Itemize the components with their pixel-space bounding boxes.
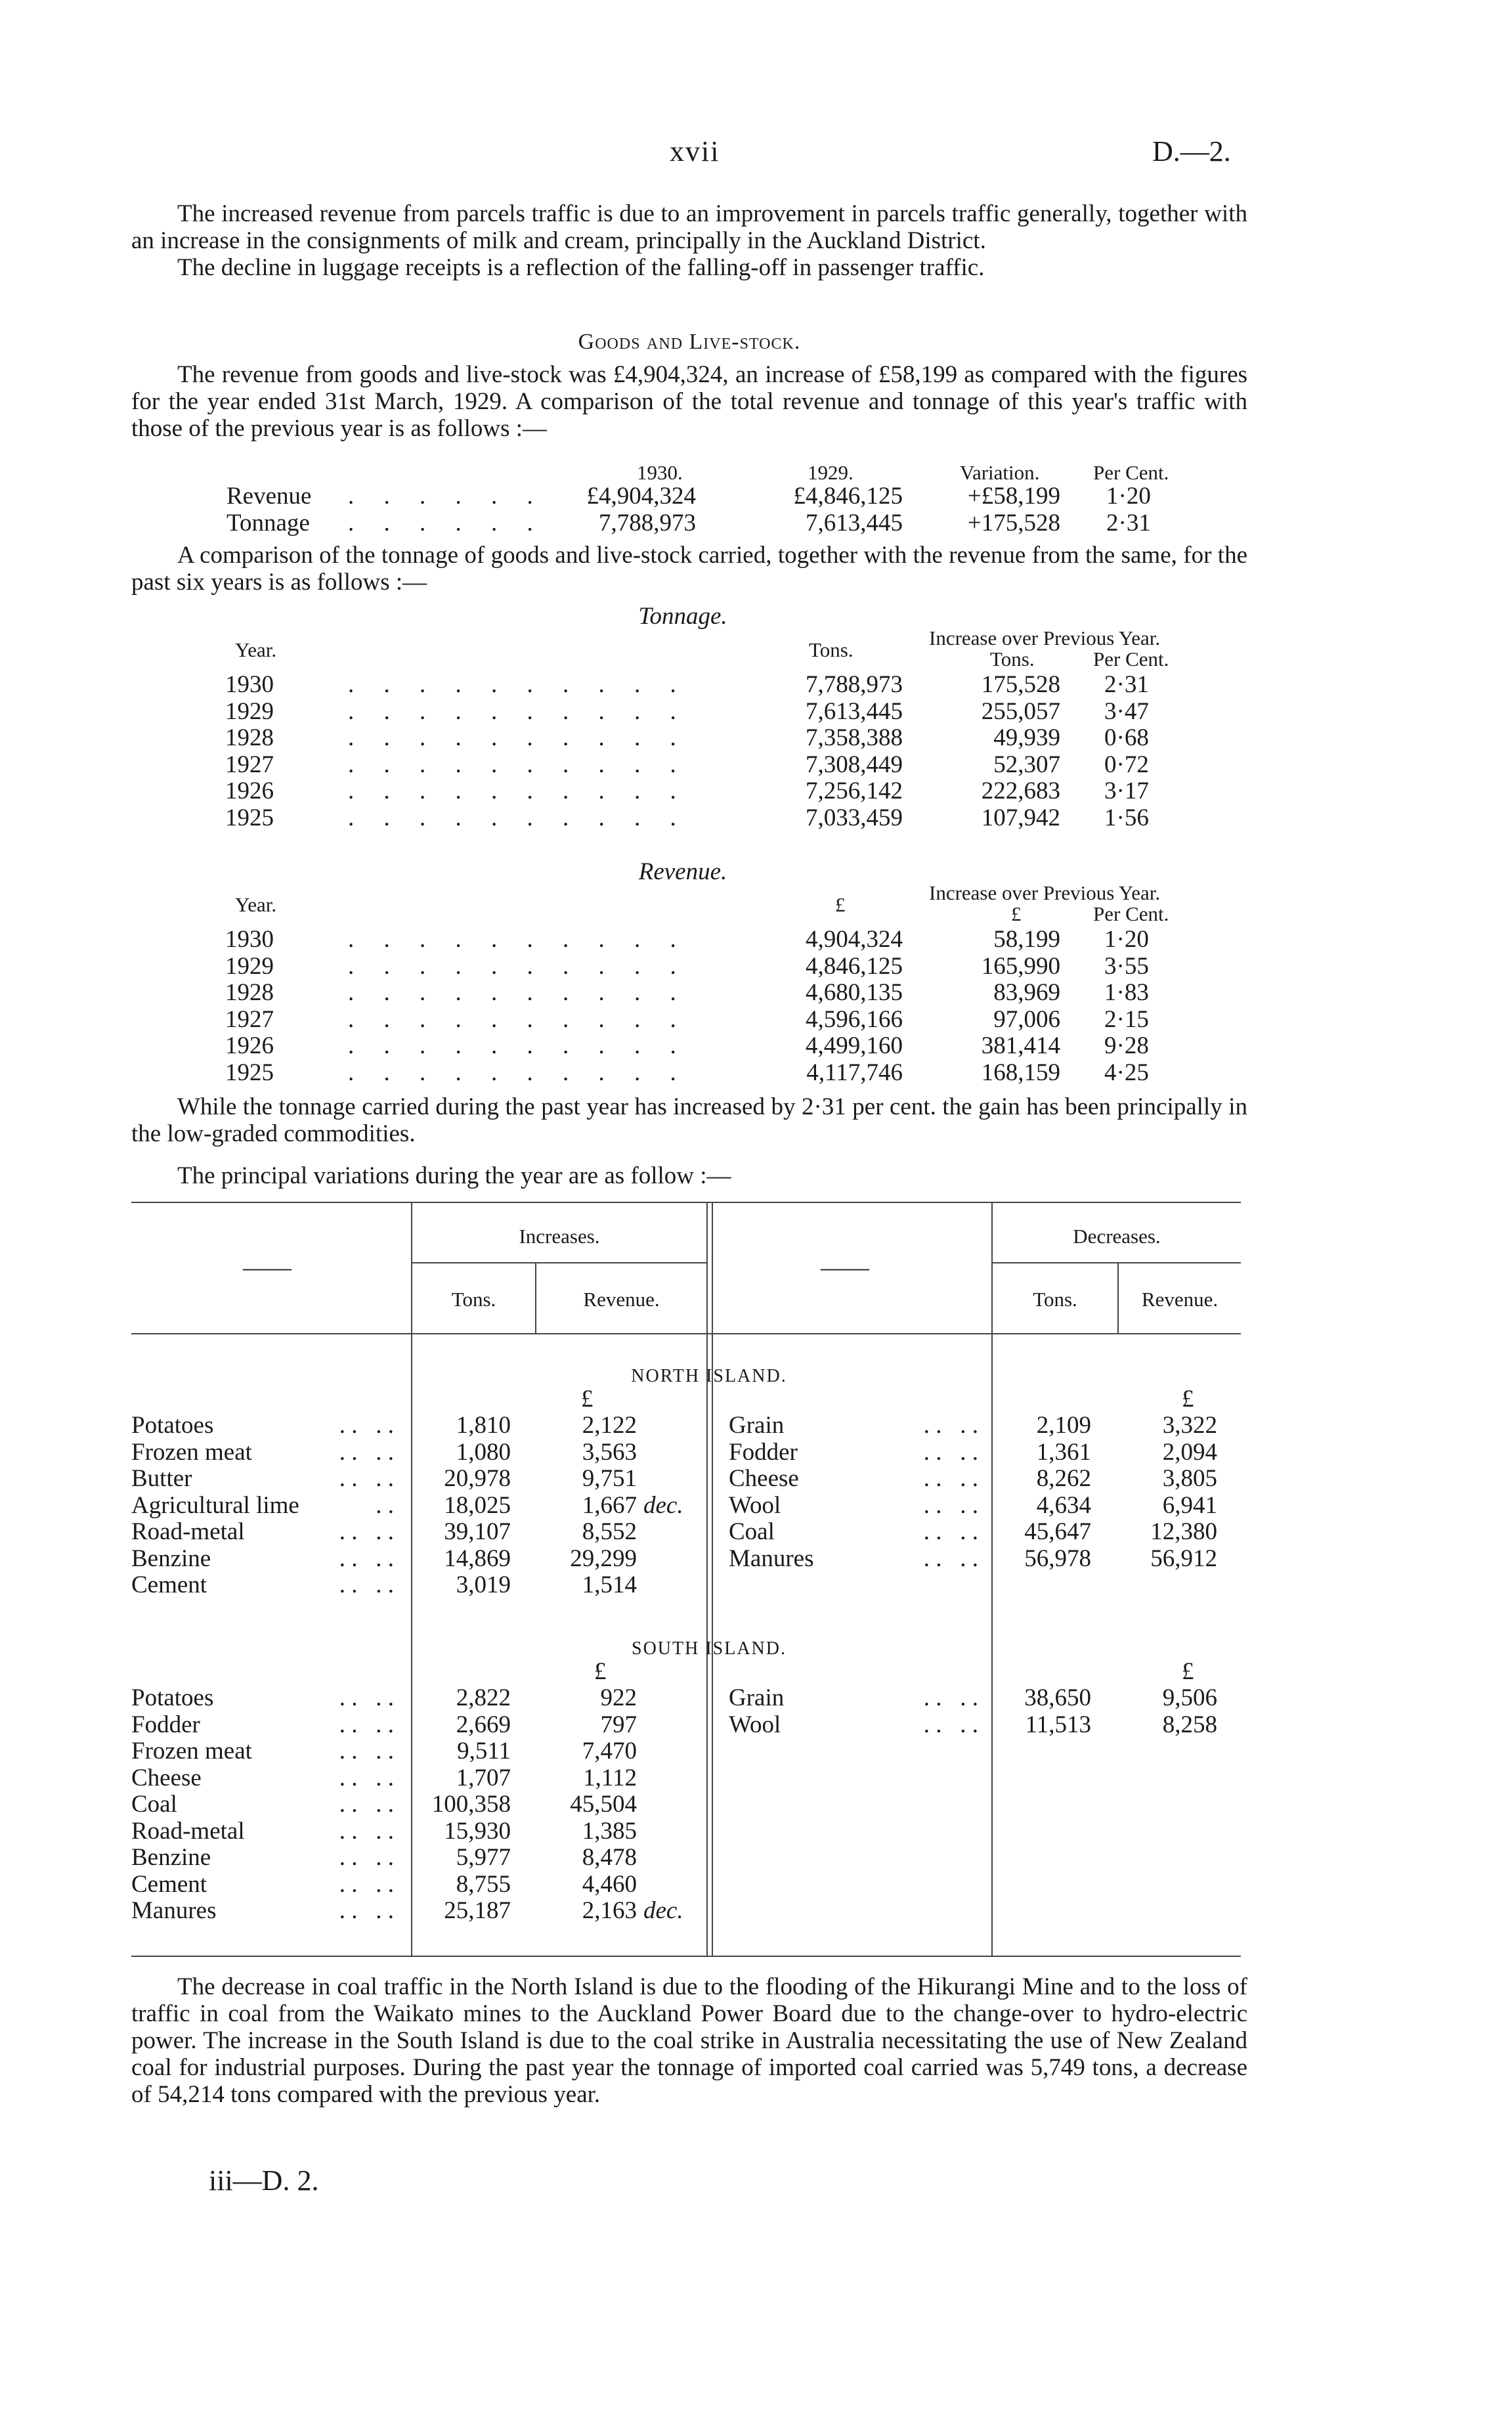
revenue-increase: 97,006	[993, 1005, 1060, 1033]
north-decrease-dots: . . . .	[923, 1438, 978, 1466]
page-number: xvii	[670, 135, 720, 167]
north-increase-tons: 20,978	[444, 1465, 511, 1492]
north-increase-dots: . . . .	[339, 1438, 394, 1466]
south-decrease-tons: 38,650	[1024, 1684, 1091, 1711]
north-decrease-pound: £	[1182, 1386, 1194, 1413]
comparison-dots: . . . . . .	[348, 510, 545, 537]
north-increase-tons: 3,019	[456, 1571, 511, 1598]
variations-intro: The principal variations during the year are as follow :—	[177, 1162, 731, 1189]
north-increase-revenue: 3,563	[582, 1438, 637, 1466]
south-decrease-revenue: 8,258	[1162, 1711, 1217, 1738]
south-decrease-tons: 11,513	[1025, 1711, 1091, 1738]
tonnage-dots: . . . . . . . . . .	[348, 697, 688, 725]
north-decrease-tons: 8,262	[1036, 1465, 1091, 1492]
south-increase-name: Coal	[131, 1791, 177, 1818]
north-increase-tons: 1,080	[456, 1438, 511, 1466]
tonnage-increase: 52,307	[993, 751, 1060, 778]
south-increase-dots: . . . .	[339, 1684, 394, 1711]
south-increase-revenue: 8,478	[582, 1844, 637, 1871]
north-increase-tons: 14,869	[444, 1545, 511, 1572]
comparison-1930: £4,904,324	[586, 483, 696, 510]
north-increase-name: Frozen meat	[131, 1438, 252, 1466]
increases-header: Increases.	[519, 1225, 600, 1248]
tonnage-percent: 3·17	[1104, 778, 1149, 804]
revenue-year: 1925	[225, 1059, 274, 1086]
increases-revenue-header: Revenue.	[583, 1288, 660, 1311]
north-increase-revenue: 29,299	[570, 1545, 637, 1572]
north-increase-revenue: 2,122	[582, 1412, 637, 1439]
revenue-increase: 168,159	[981, 1059, 1060, 1086]
tonnage-increase: 49,939	[993, 724, 1060, 751]
north-increase-name: Benzine	[131, 1545, 211, 1572]
south-increase-note: dec.	[643, 1897, 683, 1924]
south-increase-dots: . . . .	[339, 1844, 394, 1871]
south-increase-tons: 100,358	[431, 1791, 511, 1818]
north-decrease-dots: . . . .	[923, 1465, 978, 1492]
south-increase-pound: £	[594, 1658, 607, 1685]
comparison-label: Tonnage	[227, 510, 310, 537]
south-decrease-name: Grain	[729, 1684, 785, 1711]
south-increase-name: Road-metal	[131, 1817, 245, 1845]
tonnage-increase-header: Increase over Previous Year.	[929, 626, 1161, 649]
variations-vline-3	[991, 1202, 993, 1956]
comparison-1929: 7,613,445	[806, 510, 903, 537]
intro-paragraph: The increased revenue from parcels traffic is due to an improvement in parcels traffic generally, together with an increase in the consignments of milk and cream, principally in the Auckland District.	[131, 200, 1247, 254]
revenue-increase-header: Increase over Previous Year.	[929, 881, 1161, 904]
south-decrease-revenue: 9,506	[1162, 1684, 1217, 1711]
north-decrease-dots: . . . .	[923, 1412, 978, 1439]
north-increase-dots: . . . .	[339, 1465, 394, 1492]
south-decrease-dots: . . . .	[923, 1711, 978, 1738]
revenue-value-header: £	[835, 893, 846, 916]
revenue-dots: . . . . . . . . . .	[348, 979, 688, 1006]
south-increase-revenue: 2,163	[582, 1897, 637, 1924]
south-increase-name: Benzine	[131, 1844, 211, 1871]
tonnage-dots: . . . . . . . . . .	[348, 724, 688, 751]
revenue-percent: 2·15	[1104, 1005, 1149, 1033]
tonnage-year: 1930	[225, 671, 274, 698]
tonnage-value: 7,256,142	[806, 778, 903, 804]
comparison-header-percent: Per Cent.	[1093, 461, 1169, 484]
revenue-percent: 3·55	[1104, 952, 1149, 980]
revenue-dots: . . . . . . . . . .	[348, 1032, 688, 1059]
north-increase-dots: . . . .	[339, 1518, 394, 1545]
decreases-revenue-header: Revenue.	[1141, 1288, 1219, 1311]
tonnage-increase: 107,942	[981, 804, 1060, 831]
north-decrease-dots: . . . .	[923, 1545, 978, 1572]
north-increase-note: dec.	[643, 1491, 683, 1519]
south-increase-revenue: 922	[600, 1684, 637, 1711]
comparison-percent: 2·31	[1106, 510, 1151, 537]
north-increase-dots: . . . .	[339, 1412, 394, 1439]
tonnage-year: 1929	[225, 697, 274, 725]
tonnage-title: Tonnage.	[638, 603, 727, 630]
south-increase-revenue: 4,460	[582, 1870, 637, 1898]
comparison-header-1930: 1930.	[637, 461, 683, 484]
revenue-sub-percent: Per Cent.	[1093, 902, 1169, 925]
south-increase-dots: . . . .	[339, 1791, 394, 1818]
south-increase-name: Cement	[131, 1870, 207, 1898]
tonnage-percent: 1·56	[1104, 804, 1149, 831]
north-decrease-tons: 4,634	[1036, 1491, 1091, 1519]
tonnage-dots: . . . . . . . . . .	[348, 778, 688, 804]
south-increase-dots: . . . .	[339, 1897, 394, 1924]
revenue-value: 4,846,125	[806, 952, 903, 980]
tonnage-increase: 255,057	[981, 697, 1060, 725]
north-increase-name: Potatoes	[131, 1412, 214, 1439]
south-increase-name: Frozen meat	[131, 1738, 252, 1765]
north-decrease-revenue: 6,941	[1162, 1491, 1217, 1519]
goods-paragraph: The revenue from goods and live-stock was £4,904,324, an increase of £58,199 as compared with the figures for the year ended 31st March, 1929. A comparison of the total revenue and tonnage of this year's traffic with those of the previous year is as follows :—	[131, 361, 1247, 442]
revenue-percent: 4·25	[1104, 1059, 1149, 1086]
tonnage-sub-amount: Tons.	[990, 647, 1035, 670]
goods-heading: Goods and Live-stock.	[578, 330, 801, 354]
comparison-variation: +175,528	[967, 510, 1060, 537]
revenue-year: 1928	[225, 979, 274, 1006]
tonnage-percent: 0·68	[1104, 724, 1149, 751]
south-increase-name: Cheese	[131, 1764, 202, 1791]
south-increase-revenue: 7,470	[582, 1738, 637, 1765]
decreases-dash: ——	[821, 1254, 869, 1281]
revenue-value: 4,499,160	[806, 1032, 903, 1059]
south-increase-tons: 8,755	[456, 1870, 511, 1898]
north-island-heading: NORTH ISLAND.	[631, 1366, 787, 1386]
tonnage-increase: 222,683	[981, 778, 1060, 804]
south-decrease-pound: £	[1182, 1658, 1194, 1685]
north-decrease-tons: 2,109	[1036, 1412, 1091, 1439]
north-increase-name: Butter	[131, 1465, 192, 1492]
north-decrease-revenue: 2,094	[1162, 1438, 1217, 1466]
revenue-increase: 381,414	[981, 1032, 1060, 1059]
variations-header-rule	[412, 1262, 706, 1263]
document-reference: D.—2.	[1152, 135, 1231, 167]
south-increase-revenue: 45,504	[570, 1791, 637, 1818]
tonnage-percent: 3·47	[1104, 697, 1149, 725]
revenue-value: 4,117,746	[806, 1059, 903, 1086]
north-decrease-name: Wool	[729, 1491, 781, 1519]
tonnage-value: 7,308,449	[806, 751, 903, 778]
tonnage-sub-percent: Per Cent.	[1093, 647, 1169, 670]
north-increase-revenue: 1,514	[582, 1571, 637, 1598]
revenue-year: 1927	[225, 1005, 274, 1033]
north-decrease-tons: 45,647	[1024, 1518, 1091, 1545]
comparison-1929: £4,846,125	[793, 483, 903, 510]
south-increase-dots: . . . .	[339, 1711, 394, 1738]
decreases-tons-header: Tons.	[1033, 1288, 1077, 1311]
revenue-increase: 83,969	[993, 979, 1060, 1006]
south-decrease-dots: . . . .	[923, 1684, 978, 1711]
tonnage-percent: 2·31	[1104, 671, 1149, 698]
variations-header-rule-right	[991, 1262, 1241, 1263]
tonnage-value: 7,358,388	[806, 724, 903, 751]
revenue-dots: . . . . . . . . . .	[348, 952, 688, 980]
south-increase-dots: . . . .	[339, 1764, 394, 1791]
north-decrease-revenue: 3,322	[1162, 1412, 1217, 1439]
south-increase-tons: 1,707	[456, 1764, 511, 1791]
north-decrease-revenue: 3,805	[1162, 1465, 1217, 1492]
north-decrease-dots: . . . .	[923, 1491, 978, 1519]
south-increase-tons: 25,187	[444, 1897, 511, 1924]
north-increase-revenue: 9,751	[582, 1465, 637, 1492]
north-decrease-revenue: 12,380	[1150, 1518, 1217, 1545]
revenue-sub-amount: £	[1011, 902, 1022, 925]
south-increase-tons: 9,511	[457, 1738, 511, 1765]
revenue-year: 1929	[225, 952, 274, 980]
gain-paragraph: While the tonnage carried during the past year has increased by 2·31 per cent. the gain has been principally in the low-graded commodities.	[131, 1093, 1247, 1147]
north-decrease-name: Grain	[729, 1412, 785, 1439]
revenue-percent: 9·28	[1104, 1032, 1149, 1059]
revenue-value: 4,596,166	[806, 1005, 903, 1033]
tonnage-year: 1928	[225, 724, 274, 751]
variations-subheader-rule	[131, 1333, 1241, 1334]
north-decrease-revenue: 56,912	[1150, 1545, 1217, 1572]
north-decrease-tons: 56,978	[1024, 1545, 1091, 1572]
north-decrease-name: Manures	[729, 1545, 814, 1572]
south-increase-dots: . . . .	[339, 1870, 394, 1898]
south-decrease-name: Wool	[729, 1711, 781, 1738]
luggage-paragraph: The decline in luggage receipts is a reflection of the falling-off in passenger traffic.	[177, 254, 985, 281]
south-increase-tons: 15,930	[444, 1817, 511, 1845]
north-decrease-name: Coal	[729, 1518, 775, 1545]
sixyear-paragraph: A comparison of the tonnage of goods and live-stock carried, together with the revenue from the same, for the past six years is as follows :—	[131, 542, 1247, 596]
north-decrease-tons: 1,361	[1036, 1438, 1091, 1466]
south-increase-revenue: 797	[600, 1711, 637, 1738]
tonnage-increase: 175,528	[981, 671, 1060, 698]
south-increase-revenue: 1,385	[582, 1817, 637, 1845]
variations-double-vline	[706, 1202, 713, 1956]
revenue-percent: 1·20	[1104, 926, 1149, 953]
north-increase-dots: . .	[376, 1491, 394, 1519]
tonnage-dots: . . . . . . . . . .	[348, 804, 688, 831]
revenue-value: 4,680,135	[806, 979, 903, 1006]
decreases-header: Decreases.	[1073, 1225, 1161, 1248]
tonnage-percent: 0·72	[1104, 751, 1149, 778]
south-increase-tons: 5,977	[456, 1844, 511, 1871]
comparison-dots: . . . . . .	[348, 483, 545, 510]
south-increase-revenue: 1,112	[583, 1764, 637, 1791]
increases-dash: ——	[243, 1254, 292, 1281]
comparison-label: Revenue	[227, 483, 312, 510]
tonnage-dots: . . . . . . . . . .	[348, 671, 688, 698]
revenue-increase: 58,199	[993, 926, 1060, 953]
tonnage-year-header: Year.	[235, 638, 277, 661]
footer-signature: iii—D. 2.	[209, 2164, 319, 2197]
north-increase-revenue: 1,667	[582, 1491, 637, 1519]
south-increase-tons: 2,822	[456, 1684, 511, 1711]
revenue-dots: . . . . . . . . . .	[348, 926, 688, 953]
tonnage-year: 1926	[225, 778, 274, 804]
north-decrease-dots: . . . .	[923, 1518, 978, 1545]
tonnage-year: 1925	[225, 804, 274, 831]
variations-top-rule	[131, 1202, 1241, 1203]
south-increase-name: Potatoes	[131, 1684, 214, 1711]
tonnage-year: 1927	[225, 751, 274, 778]
south-increase-dots: . . . .	[339, 1817, 394, 1845]
revenue-year-header: Year.	[235, 893, 277, 916]
revenue-dots: . . . . . . . . . .	[348, 1059, 688, 1086]
north-increase-tons: 18,025	[444, 1491, 511, 1519]
variations-bottom-rule	[131, 1956, 1241, 1957]
tonnage-value: 7,033,459	[806, 804, 903, 831]
revenue-year: 1926	[225, 1032, 274, 1059]
comparison-header-1929: 1929.	[808, 461, 853, 484]
north-decrease-name: Cheese	[729, 1465, 799, 1492]
revenue-title: Revenue.	[638, 858, 727, 885]
south-increase-dots: . . . .	[339, 1738, 394, 1765]
revenue-value: 4,904,324	[806, 926, 903, 953]
increases-tons-header: Tons.	[451, 1288, 496, 1311]
south-increase-tons: 2,669	[456, 1711, 511, 1738]
tonnage-value: 7,613,445	[806, 697, 903, 725]
north-increase-name: Road-metal	[131, 1518, 245, 1545]
north-increase-name: Cement	[131, 1571, 207, 1598]
north-increase-revenue: 8,552	[582, 1518, 637, 1545]
revenue-dots: . . . . . . . . . .	[348, 1005, 688, 1033]
tonnage-value: 7,788,973	[806, 671, 903, 698]
south-increase-name: Manures	[131, 1897, 217, 1924]
north-increase-tons: 1,810	[456, 1412, 511, 1439]
revenue-percent: 1·83	[1104, 979, 1149, 1006]
comparison-1930: 7,788,973	[599, 510, 696, 537]
revenue-increase: 165,990	[981, 952, 1060, 980]
comparison-percent: 1·20	[1106, 483, 1151, 510]
north-increase-dots: . . . .	[339, 1545, 394, 1572]
north-increase-dots: . . . .	[339, 1571, 394, 1598]
north-increase-tons: 39,107	[444, 1518, 511, 1545]
north-decrease-name: Fodder	[729, 1438, 798, 1466]
comparison-header-variation: Variation.	[960, 461, 1040, 484]
coal-paragraph: The decrease in coal traffic in the North Island is due to the flooding of the Hikurangi Mine and to the loss of traffic in coal from the Waikato mines to the Auckland Power Board due to the change-over to hydro-electric power. The increase in the South Island is due to the coal strike in Australia necessitating the use of New Zealand coal for industrial purposes. During the past year the tonnage of imported coal carried was 5,749 tons, a decrease of 54,214 tons compared with the previous year.	[131, 1973, 1247, 2108]
north-increase-name: Agricultural lime	[131, 1491, 299, 1519]
south-increase-name: Fodder	[131, 1711, 200, 1738]
tonnage-value-header: Tons.	[809, 638, 853, 661]
revenue-year: 1930	[225, 926, 274, 953]
tonnage-dots: . . . . . . . . . .	[348, 751, 688, 778]
south-island-heading: SOUTH ISLAND.	[632, 1638, 787, 1659]
comparison-variation: +£58,199	[967, 483, 1060, 510]
north-increase-pound: £	[581, 1386, 594, 1413]
